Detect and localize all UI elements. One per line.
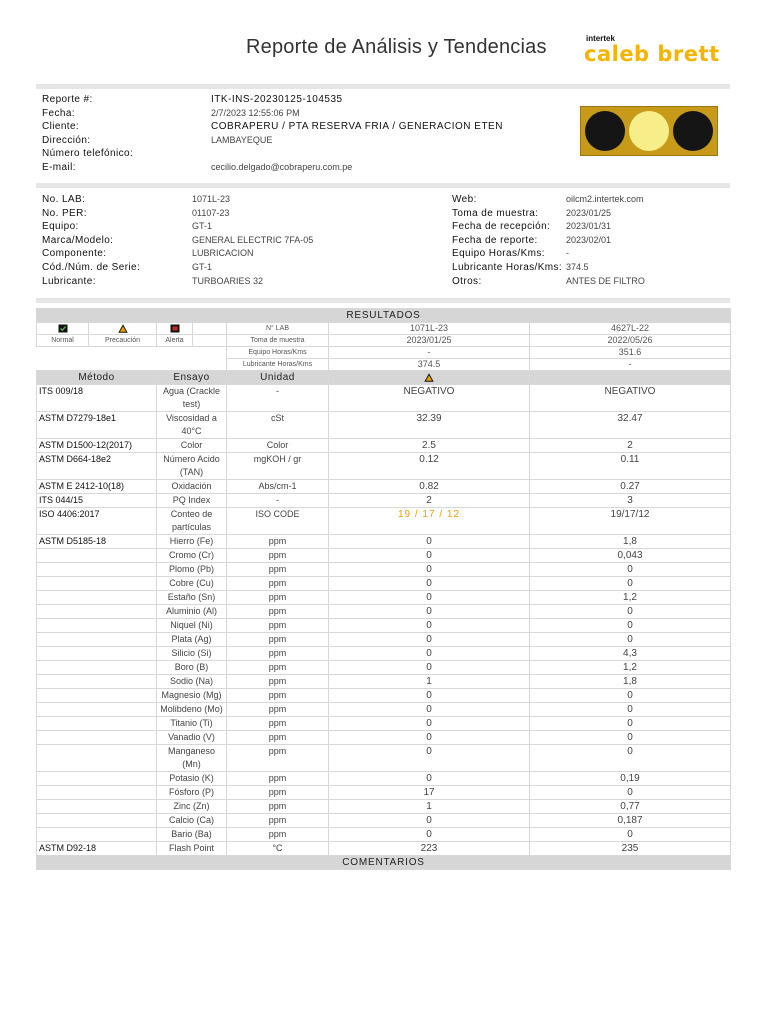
row-value-previous: 0 (530, 828, 731, 842)
intertek-caleb-brett-logo (584, 34, 724, 68)
row-test: Plata (Ag) (157, 633, 227, 647)
row-method (37, 786, 157, 800)
row-unit: °C (227, 842, 329, 856)
alert-icon (157, 323, 193, 335)
col-metodo: Método (37, 371, 157, 385)
row-value-previous: 1,8 (530, 675, 731, 689)
row-unit: ppm (227, 786, 329, 800)
sample-field-label: Web: (452, 194, 477, 205)
table-row (37, 439, 731, 453)
col-current-status (329, 371, 530, 385)
table-row (37, 453, 731, 480)
sample-field-label: Toma de muestra: (452, 207, 539, 219)
comments-header-row (37, 856, 731, 870)
row-value-previous: 0 (530, 786, 731, 800)
row-test: Zinc (Zn) (157, 800, 227, 814)
row-test: Calcio (Ca) (157, 814, 227, 828)
row-method: ASTM D92-18 (37, 842, 157, 856)
row-test: Sodio (Na) (157, 675, 227, 689)
table-row (37, 814, 731, 828)
row-method (37, 717, 157, 731)
row-value-previous: 0,19 (530, 772, 731, 786)
client-field-label: E-mail: (42, 162, 76, 173)
row-method: ASTM E 2412-10(18) (37, 480, 157, 494)
row-value-previous: 0 (530, 689, 731, 703)
sample-field-label: Otros: (452, 275, 482, 287)
sample-field-label: No. LAB: (42, 194, 86, 205)
row-value-current: 0.12 (329, 453, 530, 480)
row-value-current: 0 (329, 703, 530, 717)
sample-field-label: Cód./Núm. de Serie: (42, 262, 141, 273)
row-value-current: 0 (329, 549, 530, 563)
row-value-previous: 0 (530, 731, 731, 745)
row-unit: ppm (227, 828, 329, 842)
row-value-current: 0 (329, 605, 530, 619)
table-row (37, 703, 731, 717)
row-test: Color (157, 439, 227, 453)
divider (36, 298, 730, 303)
row-unit: ppm (227, 619, 329, 633)
row-method (37, 772, 157, 786)
row-unit: ppm (227, 689, 329, 703)
row-method: ITS 044/15 (37, 494, 157, 508)
row-value-current: 0 (329, 577, 530, 591)
row-method (37, 661, 157, 675)
row-method (37, 605, 157, 619)
meta-value-previous: 351.6 (530, 347, 731, 359)
row-value-current: 0 (329, 745, 530, 772)
logo-small-text: intertek (586, 34, 615, 43)
meta-label: N° LAB (227, 323, 329, 335)
table-row (37, 633, 731, 647)
row-value-current: 0 (329, 731, 530, 745)
row-unit: ppm (227, 717, 329, 731)
row-unit: ppm (227, 647, 329, 661)
row-value-previous: 0 (530, 605, 731, 619)
sample-field-label: No. PER: (42, 207, 87, 219)
row-unit: ppm (227, 745, 329, 772)
row-method (37, 745, 157, 772)
row-unit: ppm (227, 814, 329, 828)
results-title: RESULTADOS (37, 309, 731, 323)
table-row (37, 745, 731, 772)
row-value-current: 0 (329, 647, 530, 661)
meta-value-previous: 2022/05/26 (530, 335, 731, 347)
divider (36, 84, 730, 89)
row-method: ISO 4406:2017 (37, 508, 157, 535)
row-test: Oxidación (157, 480, 227, 494)
meta-label: Lubricante Horas/Kms (227, 359, 329, 371)
results-header-row (37, 309, 731, 323)
meta-value-previous: - (530, 359, 731, 371)
row-method: ASTM D1500-12(2017) (37, 439, 157, 453)
table-row (37, 494, 731, 508)
row-value-previous: 0.11 (530, 453, 731, 480)
row-value-previous: 0 (530, 633, 731, 647)
table-row (37, 412, 731, 439)
row-test: Fósforo (P) (157, 786, 227, 800)
row-method: ASTM D664-18e2 (37, 453, 157, 480)
table-row (37, 577, 731, 591)
row-unit: ppm (227, 661, 329, 675)
row-method: ASTM D7279-18e1 (37, 412, 157, 439)
row-value-current: 0 (329, 633, 530, 647)
row-unit: ppm (227, 535, 329, 549)
row-test: Boro (B) (157, 661, 227, 675)
row-unit: ppm (227, 563, 329, 577)
meta-label: Equipo Horas/Kms (227, 347, 329, 359)
table-row (37, 828, 731, 842)
row-value-current: 1 (329, 800, 530, 814)
table-row (37, 591, 731, 605)
traffic-light (580, 106, 718, 156)
row-value-previous: 19/17/12 (530, 508, 731, 535)
row-value-previous: 0,187 (530, 814, 731, 828)
sample-field-label: Lubricante: (42, 275, 96, 287)
table-row (37, 786, 731, 800)
row-method (37, 633, 157, 647)
row-test: Conteo de partículas (157, 508, 227, 535)
row-value-previous: 3 (530, 494, 731, 508)
row-value-current: 0 (329, 535, 530, 549)
sample-field-label: Componente: (42, 248, 107, 260)
row-method (37, 563, 157, 577)
sample-meta-row (37, 335, 731, 347)
row-test: Plomo (Pb) (157, 563, 227, 577)
client-field-label: Fecha: (42, 107, 75, 119)
row-value-current: 0 (329, 563, 530, 577)
row-test: PQ Index (157, 494, 227, 508)
col-previous (530, 371, 731, 385)
row-value-current: 0 (329, 814, 530, 828)
sample-field-label: Lubricante Horas/Kms: (452, 262, 563, 273)
table-row (37, 717, 731, 731)
legend-label: Alerta (157, 335, 193, 347)
row-value-current: 0 (329, 591, 530, 605)
row-value-previous: 0 (530, 717, 731, 731)
normal-icon (37, 323, 89, 335)
report-title: Reporte de Análisis y Tendencias (246, 36, 547, 58)
row-value-previous: 1,8 (530, 535, 731, 549)
row-method (37, 619, 157, 633)
table-row (37, 563, 731, 577)
table-row (37, 535, 731, 549)
row-test: Estaño (Sn) (157, 591, 227, 605)
row-value-previous: 0 (530, 563, 731, 577)
sample-field-label: Equipo: (42, 221, 79, 233)
client-field-value: cecilio.delgado@cobraperu.com.pe (211, 162, 353, 172)
sample-field-label: Marca/Modelo: (42, 234, 114, 246)
row-test: Agua (Crackle test) (157, 385, 227, 412)
row-value-previous: 4,3 (530, 647, 731, 661)
row-unit: ISO CODE (227, 508, 329, 535)
row-method (37, 689, 157, 703)
table-row (37, 842, 731, 856)
row-value-previous: 32.47 (530, 412, 731, 439)
row-test: Silicio (Si) (157, 647, 227, 661)
row-test: Molibdeno (Mo) (157, 703, 227, 717)
sample-field-value: TURBOARIES 32 (192, 275, 264, 286)
row-value-previous: 235 (530, 842, 731, 856)
row-method (37, 731, 157, 745)
row-unit: ppm (227, 577, 329, 591)
row-test: Potasio (K) (157, 772, 227, 786)
legend-label: Precaución (89, 335, 157, 347)
row-value-previous: 0 (530, 577, 731, 591)
table-row (37, 661, 731, 675)
meta-value-current: 2023/01/25 (329, 335, 530, 347)
row-unit: ppm (227, 731, 329, 745)
row-unit: Color (227, 439, 329, 453)
traffic-lamp-yellow (629, 111, 669, 151)
sample-field-value: 374.5 (566, 262, 589, 272)
row-method (37, 577, 157, 591)
row-test: Bario (Ba) (157, 828, 227, 842)
row-test: Niquel (Ni) (157, 619, 227, 633)
sample-field-value: - (566, 248, 569, 259)
meta-value-previous: 4627L-22 (530, 323, 731, 335)
sample-meta-row (37, 359, 731, 371)
row-unit: ppm (227, 772, 329, 786)
row-value-previous: 0,77 (530, 800, 731, 814)
row-method (37, 675, 157, 689)
row-method (37, 800, 157, 814)
row-value-previous: 0,043 (530, 549, 731, 563)
traffic-lamp-green (673, 111, 713, 151)
row-value-current: 0.82 (329, 480, 530, 494)
row-value-current: 2.5 (329, 439, 530, 453)
row-test: Titanio (Ti) (157, 717, 227, 731)
sample-field-value: 1071L-23 (192, 194, 231, 204)
client-field-value: LAMBAYEQUE (211, 134, 273, 145)
col-unidad: Unidad (227, 371, 329, 385)
sample-field-value: 01107-23 (192, 207, 230, 218)
row-value-current: 0 (329, 689, 530, 703)
row-value-current: 0 (329, 772, 530, 786)
sample-field-value: GENERAL ELECTRIC 7FA-05 (192, 234, 314, 245)
sample-field-value: GT-1 (192, 221, 213, 232)
row-unit: Abs/cm-1 (227, 480, 329, 494)
row-value-current: 223 (329, 842, 530, 856)
row-value-current: 0 (329, 661, 530, 675)
table-row (37, 480, 731, 494)
row-value-previous: 1,2 (530, 661, 731, 675)
row-value-current: NEGATIVO (329, 385, 530, 412)
row-method (37, 647, 157, 661)
sample-meta-row (37, 347, 731, 359)
row-value-current: 1 (329, 675, 530, 689)
client-field-value: 2/7/2023 12:55:06 PM (211, 107, 300, 118)
table-row (37, 647, 731, 661)
row-value-current: 0 (329, 619, 530, 633)
row-test: Vanadio (V) (157, 731, 227, 745)
precaution-icon (89, 323, 157, 335)
comments-title: COMENTARIOS (37, 856, 731, 870)
row-unit: ppm (227, 591, 329, 605)
row-value-current: 0 (329, 828, 530, 842)
sample-field-value: ANTES DE FILTRO (566, 275, 645, 286)
sample-field-value: 2023/01/25 (566, 207, 612, 218)
meta-value-current: 374.5 (329, 359, 530, 371)
table-row (37, 731, 731, 745)
table-row (37, 619, 731, 633)
sample-field-label: Fecha de reporte: (452, 234, 538, 246)
row-test: Magnesio (Mg) (157, 689, 227, 703)
row-value-current: 32.39 (329, 412, 530, 439)
row-unit: ppm (227, 633, 329, 647)
sample-field-label: Equipo Horas/Kms: (452, 248, 545, 260)
row-test: Cromo (Cr) (157, 549, 227, 563)
client-field-label: Número telefónico: (42, 148, 134, 160)
table-row (37, 772, 731, 786)
col-ensayo: Ensayo (157, 371, 227, 385)
row-method (37, 703, 157, 717)
table-row (37, 508, 731, 535)
row-method: ITS 009/18 (37, 385, 157, 412)
row-unit: ppm (227, 605, 329, 619)
client-field-value: ITK-INS-20230125-104535 (211, 94, 343, 105)
legend-label: Normal (37, 335, 89, 347)
row-unit: ppm (227, 800, 329, 814)
row-value-previous: 2 (530, 439, 731, 453)
row-value-previous: 0 (530, 619, 731, 633)
sample-field-value: GT-1 (192, 262, 213, 272)
row-unit: mgKOH / gr (227, 453, 329, 480)
row-value-previous: 0 (530, 745, 731, 772)
table-row (37, 385, 731, 412)
row-method (37, 828, 157, 842)
sample-field-value: 2023/01/31 (566, 221, 612, 232)
client-field-label: Cliente: (42, 121, 80, 133)
row-method (37, 814, 157, 828)
sample-meta-row (37, 323, 731, 335)
table-row (37, 689, 731, 703)
table-row (37, 800, 731, 814)
traffic-lamp-red (585, 111, 625, 151)
sample-field-label: Fecha de recepción: (452, 221, 551, 233)
row-unit: ppm (227, 549, 329, 563)
column-header-row (37, 371, 731, 385)
row-value-previous: 0 (530, 703, 731, 717)
row-value-current: 17 (329, 786, 530, 800)
sample-field-value: oilcm2.intertek.com (566, 194, 644, 204)
meta-value-current: - (329, 347, 530, 359)
row-value-current: 0 (329, 717, 530, 731)
row-method (37, 591, 157, 605)
row-method (37, 549, 157, 563)
row-test: Cobre (Cu) (157, 577, 227, 591)
table-row (37, 675, 731, 689)
sample-field-value: LUBRICACION (192, 248, 254, 259)
meta-value-current: 1071L-23 (329, 323, 530, 335)
sample-field-value: 2023/02/01 (566, 234, 612, 245)
client-field-value: COBRAPERU / PTA RESERVA FRIA / GENERACION ETEN (211, 121, 503, 133)
client-field-label: Reporte #: (42, 94, 93, 105)
results-table (36, 308, 731, 870)
logo-big-text: caleb brett (584, 42, 720, 66)
row-test: Manganeso (Mn) (157, 745, 227, 772)
row-unit: ppm (227, 703, 329, 717)
row-unit: cSt (227, 412, 329, 439)
meta-label: Toma de muestra (227, 335, 329, 347)
row-unit: - (227, 385, 329, 412)
client-field-label: Dirección: (42, 134, 91, 146)
row-test: Número Acido (TAN) (157, 453, 227, 480)
row-value-previous: 1,2 (530, 591, 731, 605)
row-method: ASTM D5185-18 (37, 535, 157, 549)
row-value-current: 19 / 17 / 12 (329, 508, 530, 535)
row-unit: - (227, 494, 329, 508)
table-row (37, 605, 731, 619)
row-unit: ppm (227, 675, 329, 689)
row-test: Hierro (Fe) (157, 535, 227, 549)
row-value-previous: 0.27 (530, 480, 731, 494)
table-row (37, 549, 731, 563)
row-value-previous: NEGATIVO (530, 385, 731, 412)
divider (36, 183, 730, 188)
row-test: Viscosidad a 40°C (157, 412, 227, 439)
row-value-current: 2 (329, 494, 530, 508)
row-test: Aluminio (Al) (157, 605, 227, 619)
row-test: Flash Point (157, 842, 227, 856)
